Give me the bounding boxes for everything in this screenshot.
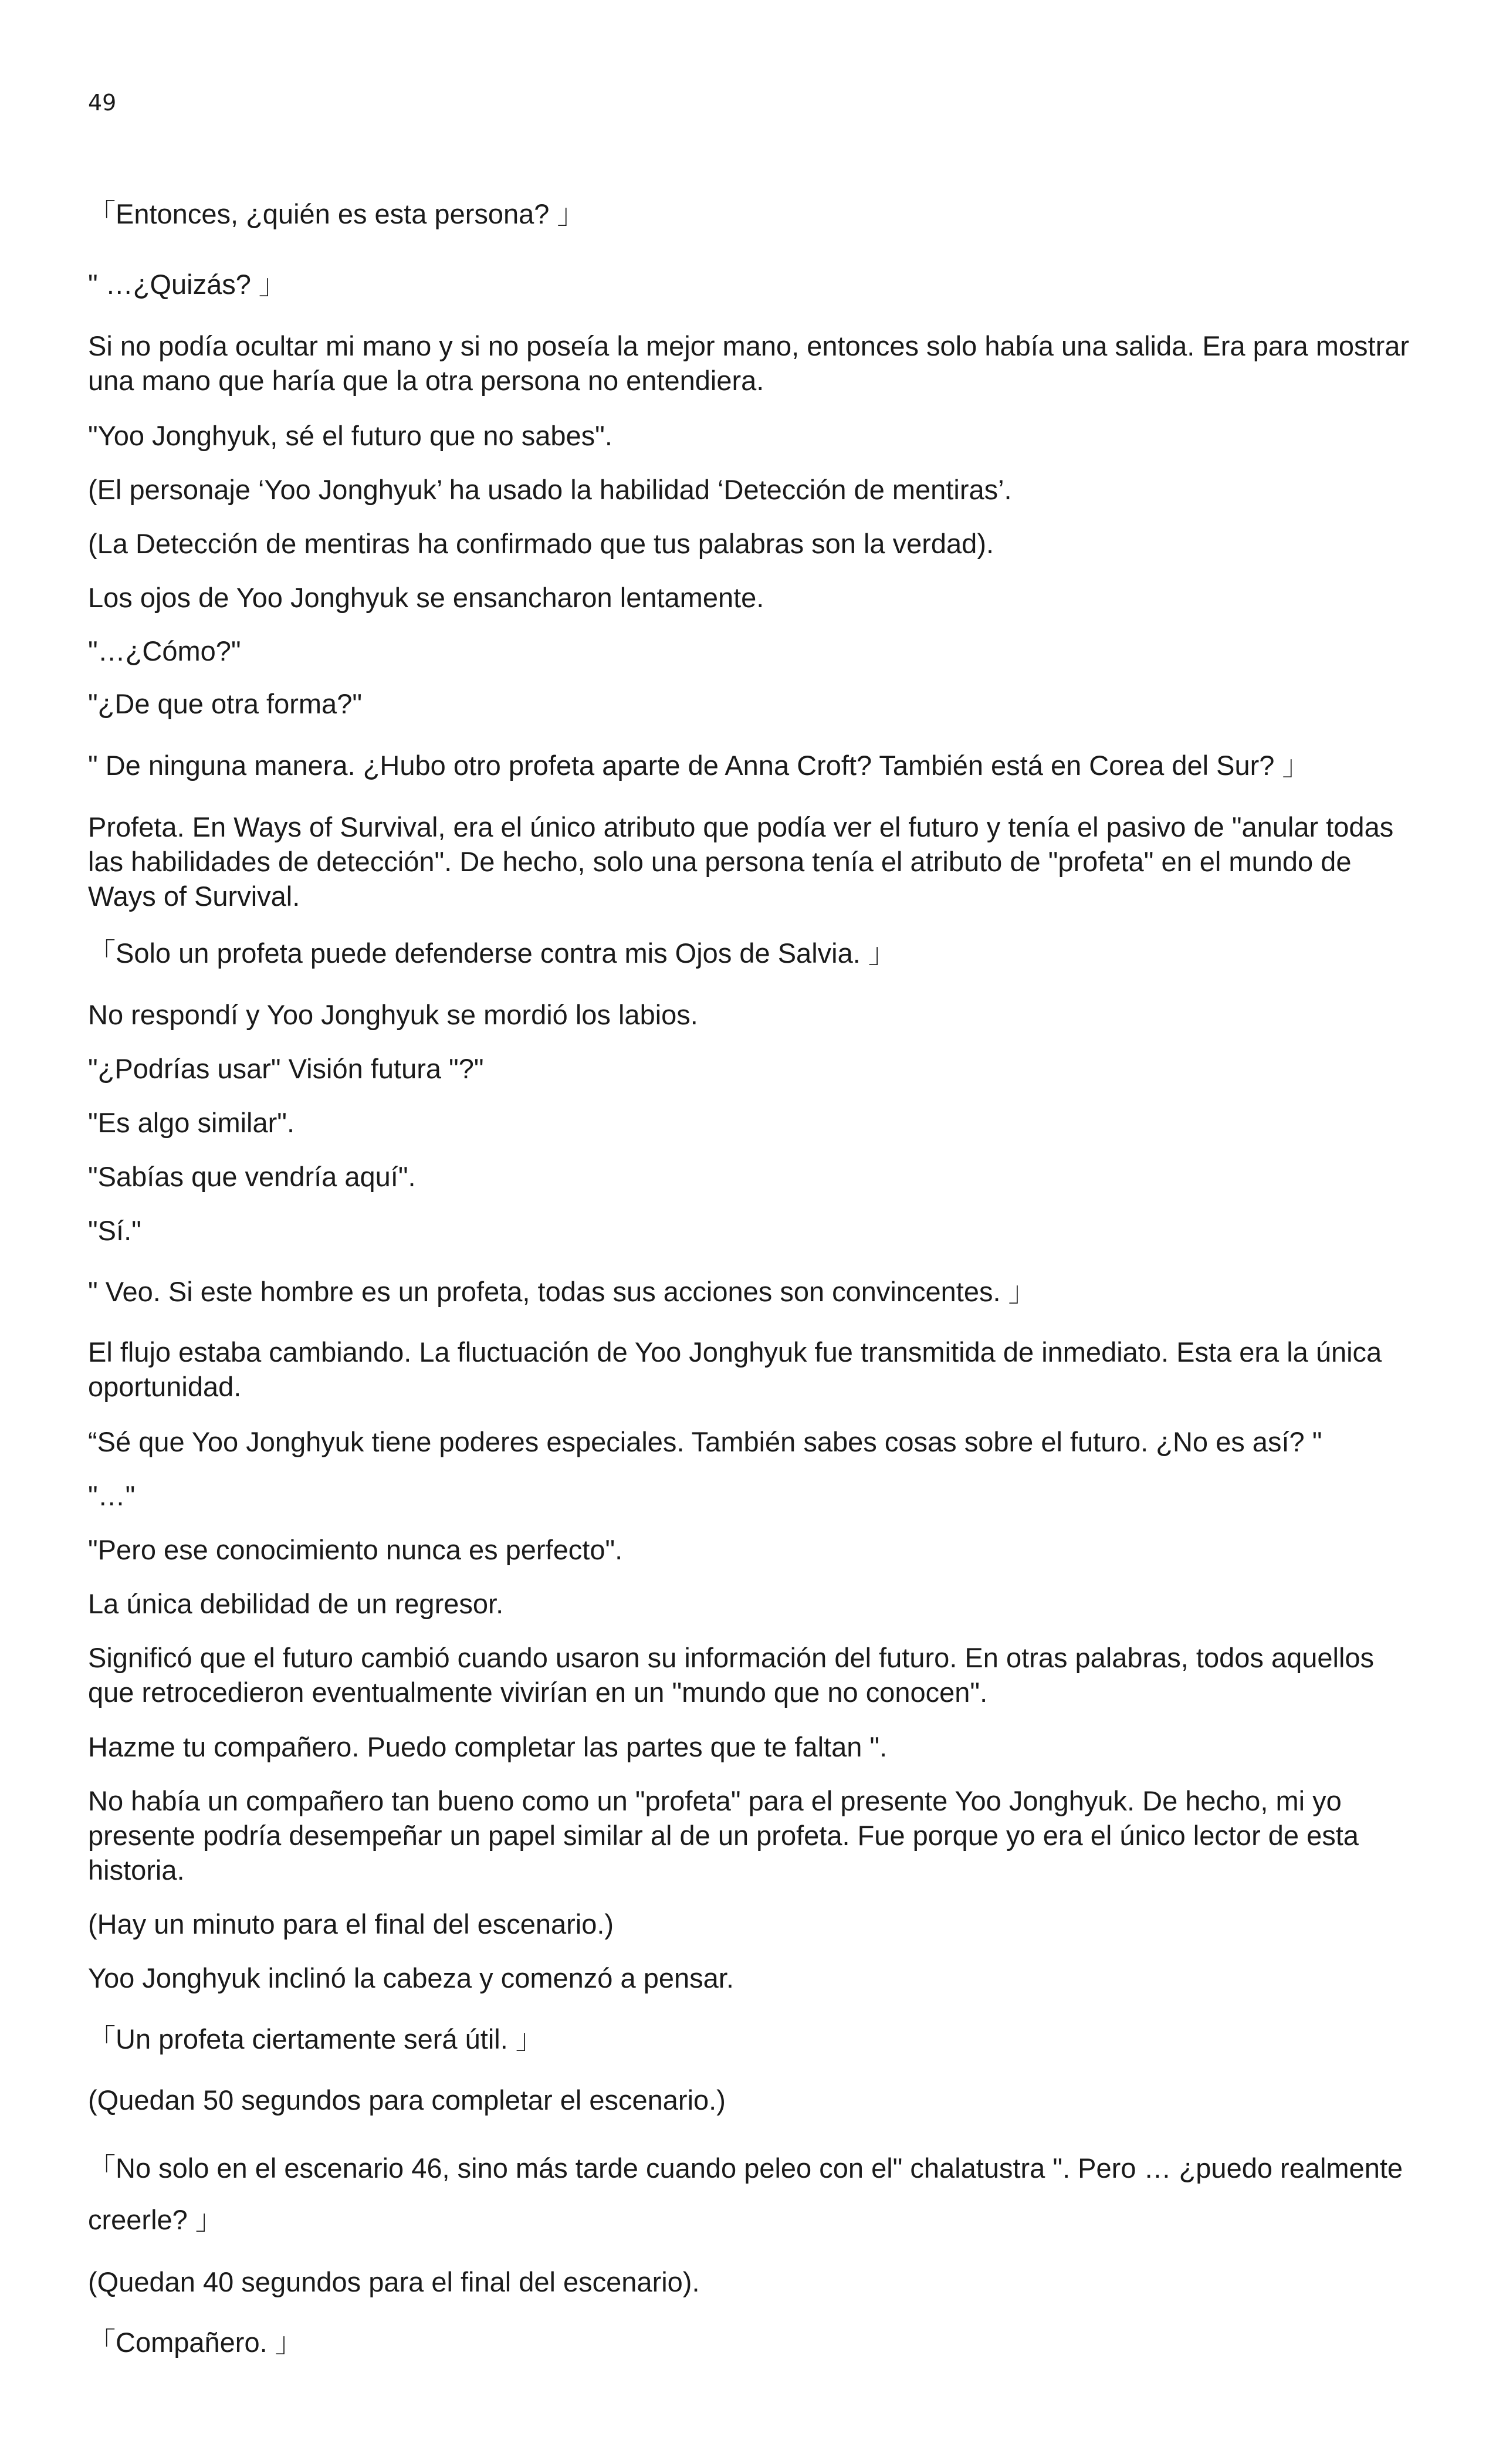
paragraph-30: (Quedan 50 segundos para completar el escenario.) [88, 2084, 726, 2116]
paragraph-26: No había un compañero tan bueno como un "profeta" para el presente Yoo Jonghyuk. De hecho, mi yo presente podría desempeñar un papel similar al de un profeta. Fue porque yo era el único lector de esta historia. [88, 1785, 1359, 1886]
paragraph-27: (Hay un minuto para el final del escenario.) [88, 1908, 614, 1940]
page-number: 49 [88, 90, 117, 116]
paragraph-15: "Es algo similar". [88, 1107, 295, 1138]
paragraph-21: "…" [88, 1480, 136, 1511]
paragraph-11: Profeta. En Ways of Survival, era el único atributo que podía ver el futuro y tenía el pasivo de "anular todas las habilidades de detección". De hecho, solo una persona tenía el atributo de "profeta" en el mundo de Ways of Survival. [88, 811, 1394, 912]
paragraph-4: "Yoo Jonghyuk, sé el futuro que no sabes". [88, 420, 612, 451]
paragraph-5: (El personaje ‘Yoo Jonghyuk’ ha usado la habilidad ‘Detección de mentiras’. [88, 474, 1012, 505]
paragraph-33: 「Compañero. 」 [88, 2327, 303, 2358]
paragraph-29: 「Un profeta ciertamente será útil. 」 [88, 2023, 543, 2055]
paragraph-3: Si no podía ocultar mi mano y si no poseía la mejor mano, entonces solo había una salida. Era para mostrar una mano que haría que la otra persona no entendiera. [88, 330, 1410, 396]
paragraph-6: (La Detección de mentiras ha confirmado que tus palabras son la verdad). [88, 528, 994, 559]
paragraph-28: Yoo Jonghyuk inclinó la cabeza y comenzó a pensar. [88, 1962, 734, 1993]
paragraph-2: " …¿Quizás? 」 [88, 269, 286, 300]
paragraph-12: 「Solo un profeta puede defenderse contra mis Ojos de Salvia. 」 [88, 937, 896, 969]
paragraph-10: " De ninguna manera. ¿Hubo otro profeta aparte de Anna Croft? También está en Corea del Sur? 」 [88, 750, 1310, 781]
paragraph-19: El flujo estaba cambiando. La fluctuación de Yoo Jonghyuk fue transmitida de inmediato. Esta era la única oportunidad. [88, 1336, 1382, 1402]
paragraph-25: Hazme tu compañero. Puedo completar las partes que te faltan ". [88, 1731, 888, 1762]
paragraph-31: 「No solo en el escenario 46, sino más tarde cuando peleo con el" chalatustra ". Pero … ¿puedo realmente creerle? 」 [88, 2152, 1403, 2235]
paragraph-20: “Sé que Yoo Jonghyuk tiene poderes especiales. También sabes cosas sobre el futuro. ¿No es así? " [88, 1426, 1322, 1457]
paragraph-32: (Quedan 40 segundos para el final del escenario). [88, 2266, 700, 2297]
paragraph-8: "…¿Cómo?" [88, 635, 241, 666]
paragraph-18: " Veo. Si este hombre es un profeta, todas sus acciones son convincentes. 」 [88, 1276, 1036, 1307]
paragraph-22: "Pero ese conocimiento nunca es perfecto". [88, 1534, 623, 1565]
paragraph-9: "¿De que otra forma?" [88, 688, 363, 719]
paragraph-13: No respondí y Yoo Jonghyuk se mordió los labios. [88, 999, 698, 1030]
paragraph-1: 「Entonces, ¿quién es esta persona? 」 [88, 198, 585, 229]
paragraph-17: "Sí." [88, 1215, 141, 1246]
paragraph-24: Significó que el futuro cambió cuando usaron su información del futuro. En otras palabras, todos aquellos que retrocedieron eventualmente vivirían en un "mundo que no conocen". [88, 1642, 1375, 1708]
paragraph-14: "¿Podrías usar" Visión futura "?" [88, 1053, 484, 1084]
paragraph-16: "Sabías que vendría aquí". [88, 1161, 416, 1192]
paragraph-7: Los ojos de Yoo Jonghyuk se ensancharon lentamente. [88, 582, 764, 613]
paragraph-23: La única debilidad de un regresor. [88, 1588, 504, 1619]
